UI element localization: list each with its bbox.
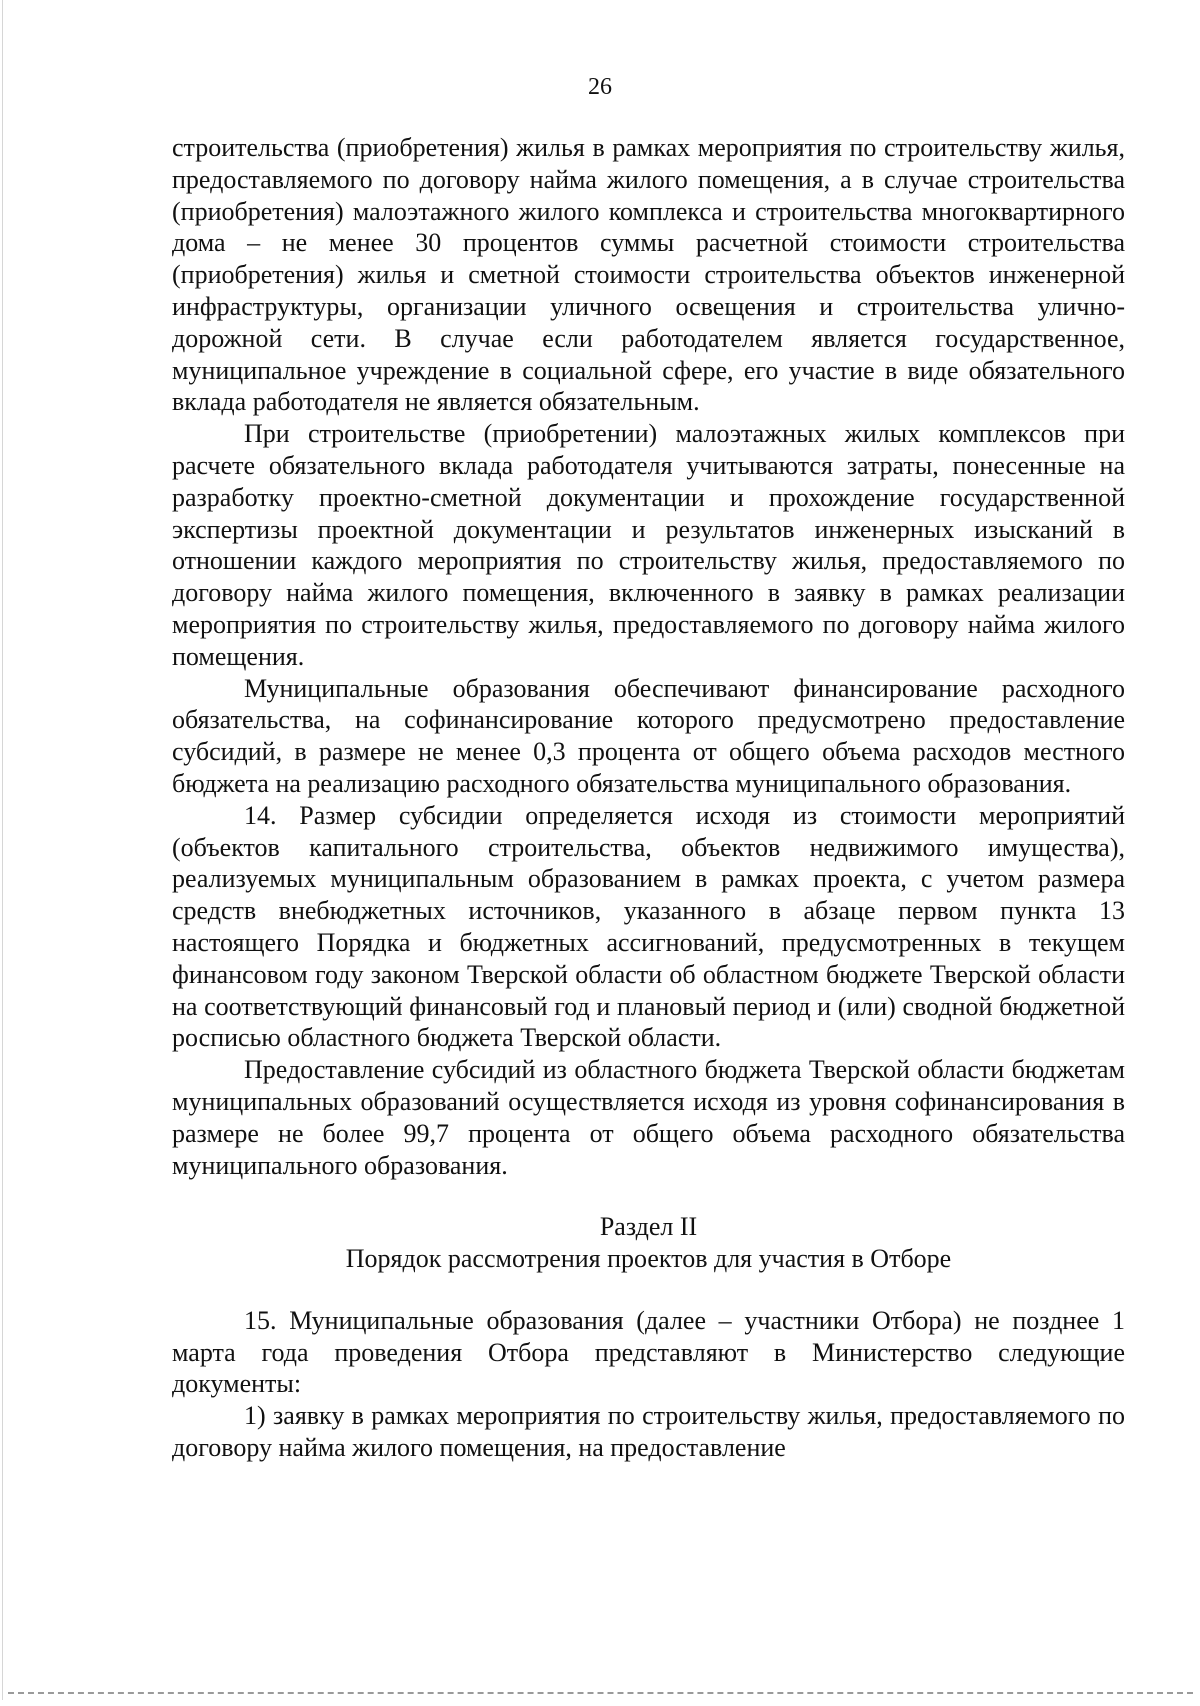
scan-bottom-edge <box>8 1692 1193 1694</box>
document-body <box>172 132 1125 1464</box>
paragraph-continuation: строительства (приобретения) жилья в рамках мероприятия по строительству жилья, предоставляемого по договору найма жилого помещения, а в случае строительства (приобретения) малоэтажного жилого комплекса и строительства многоквартирного дома – не менее 30 процентов суммы расчетной стоимости строительства (приобретения) жилья и сметной стоимости строительства объектов инженерной инфраструктуры, организации уличного освещения и строительства улично-дорожной сети. В случае если работодателем является государственное, муниципальное учреждение в социальной сфере, его участие в виде обязательного вклада работодателя не является обязательным. <box>172 133 1125 417</box>
page-edge <box>2 0 3 1700</box>
paragraph-item-14: 14. Размер субсидии определяется исходя из стоимости мероприятий (объектов капитального строительства, объектов недвижимого имущества), реализуемых муниципальным образованием в рамках проекта, с учетом размера средств внебюджетных источников, указанного в абзаце первом пункта 13 настоящего Порядка и бюджетных ассигнований, предусмотренных в текущем финансовом году законом Тверской области об областном бюджете Тверской области на соответствующий финансовый год и плановый период и (или) сводной бюджетной росписью областного бюджета Тверской области. <box>172 800 1125 1053</box>
paragraph-item-15: 15. Муниципальные образования (далее – участники Отбора) не позднее 1 марта года проведения Отбора представляют в Министерство следующие документы: <box>172 1305 1125 1399</box>
section-title: Порядок рассмотрения проектов для участия в Отборе <box>345 1244 952 1274</box>
paragraph-cofinancing-level: Предоставление субсидий из областного бюджета Тверской области бюджетам муниципальных образований осуществляется исходя из уровня софинансирования в размере не более 99,7 процента от общего объема расходного обязательства муниципального образования. <box>172 1055 1125 1180</box>
paragraph-employer-contribution: При строительстве (приобретении) малоэтажных жилых комплексов при расчете обязательного вклада работодателя учитываются затраты, понесенные на разработку проектно-сметной документации и прохождение государственной экспертизы проектной документации и результатов инженерных изысканий в отношении каждого мероприятия по строительству жилья, предоставляемого по договору найма жилого помещения, включенного в заявку в рамках реализации мероприятия по строительству жилья, предоставляемого по договору найма жилого помещения. <box>172 419 1125 671</box>
section-label: Раздел II <box>599 1212 698 1242</box>
paragraph-item-15-1: 1) заявку в рамках мероприятия по строительству жилья, предоставляемого по договору найма жилого помещения, на предоставление <box>172 1401 1125 1463</box>
page-number: 26 <box>588 74 612 100</box>
paragraph-municipal-financing: Муниципальные образования обеспечивают финансирование расходного обязательства, на софинансирование которого предусмотрено предоставление субсидий, в размере не менее 0,3 процента от общего объема расходов местного бюджета на реализацию расходного обязательства муниципального образования. <box>172 673 1125 798</box>
